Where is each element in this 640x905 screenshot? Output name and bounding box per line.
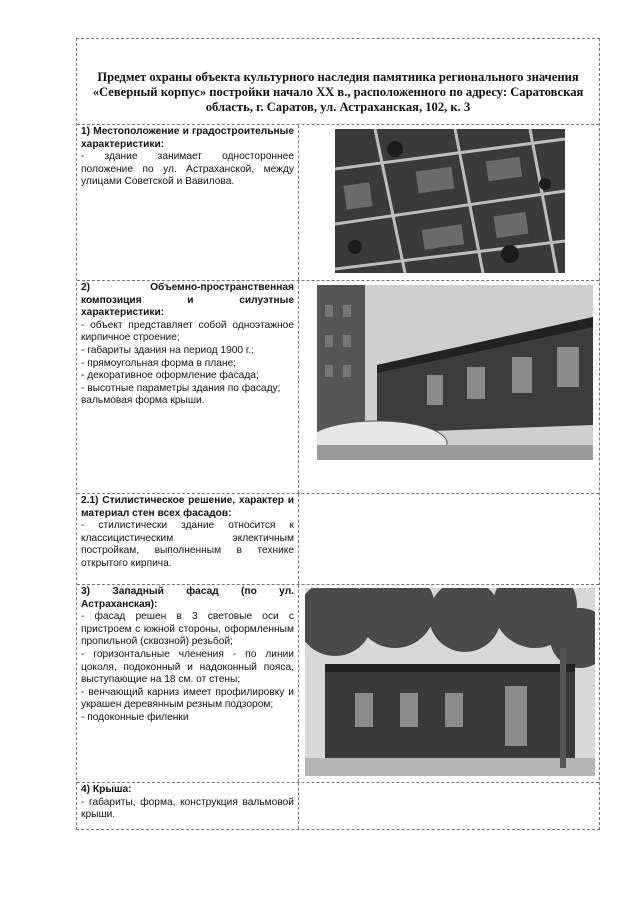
protection-table	[76, 38, 600, 830]
row-line: - здание занимает одностороннее положение по ул. Астраханской, между улицами Советской и Вавилова.	[81, 151, 294, 188]
aerial-map-image	[335, 129, 565, 273]
row-heading: 4) Крыша:	[81, 784, 132, 795]
west-facade-image	[305, 588, 595, 776]
row-text	[77, 585, 299, 782]
table-row-location	[77, 125, 599, 281]
row-line: - венчающий карниз имеет профилировку и украшен деревянным резным подзором;	[81, 686, 294, 711]
aerial-map-photo	[299, 125, 599, 280]
row-text	[77, 281, 299, 493]
building-street-image	[317, 285, 593, 460]
row-line: вальмовая форма крыши.	[81, 395, 205, 407]
row-line: - стилистически здание относится к классицистическим эклектичным постройкам, выполненным в технике открытого кирпича.	[81, 520, 294, 569]
row-line: - габариты, форма, конструкция вальмовой крыши.	[81, 796, 294, 821]
row-text	[77, 783, 299, 829]
row-heading: 1) Местоположение и градостроительные характеристики:	[81, 126, 294, 150]
row-text	[77, 125, 299, 280]
row-line: - горизонтальные членения - по линии цоколя, подоконный и надоконный пояса, выступающие на 18 см. от стены;	[81, 648, 294, 686]
table-row-roof	[77, 783, 599, 829]
table-row-west-facade	[77, 585, 599, 783]
row-line: - объект представляет собой одноэтажное кирпичное строение;	[81, 319, 294, 344]
row-line: - габариты здания на период 1900 г.;	[81, 344, 255, 356]
row-line: - фасад решен в 3 световые оси с пристроем с южной стороны, оформленным пропильной (сквозной) резьбой;	[81, 611, 294, 648]
row-heading: 3) Западный фасад (по ул. Астраханская):	[81, 586, 294, 610]
row-heading: 2) Объемно-пространственная композиция и силуэтные характеристики:	[81, 282, 294, 319]
empty-cell	[299, 783, 599, 829]
row-text	[77, 494, 299, 584]
row-line: - декоративное оформление фасада;	[81, 370, 259, 382]
facade-photo	[299, 585, 599, 782]
row-heading: 2.1) Стилистическое решение, характер и материал стен всех фасадов:	[81, 495, 294, 519]
table-row-composition	[77, 281, 599, 494]
empty-cell	[299, 494, 599, 584]
row-line: - подоконные филенки	[81, 711, 189, 723]
document-title: Предмет охраны объекта культурного наследия памятника регионального значения «Северный корпус» постройки начало XX в., расположенного по адресу: Саратовская область, г. Саратов, ул. Астраханская, 102, к. 3	[77, 39, 599, 125]
row-line: - высотные параметры здания по фасаду;	[81, 382, 281, 394]
row-line: - прямоугольная форма в плане;	[81, 357, 236, 369]
building-photo	[299, 281, 599, 493]
table-row-style	[77, 494, 599, 585]
